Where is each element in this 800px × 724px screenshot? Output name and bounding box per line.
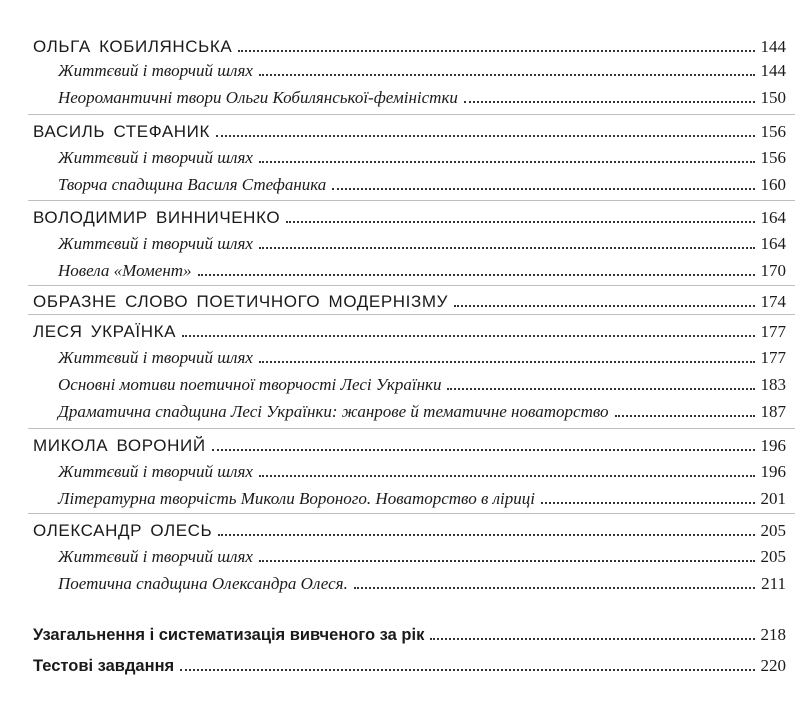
toc-page-number: 196 xyxy=(760,462,786,481)
toc-entry-title: Життєвий і творчий шлях xyxy=(58,547,253,566)
dot-leader xyxy=(447,388,754,390)
toc-page-number: 196 xyxy=(760,436,786,455)
toc-entry-title: Неоромантичні твори Ольги Кобилянської-феміністки xyxy=(58,88,458,107)
toc-subentry-row[interactable] xyxy=(0,84,800,108)
dot-leader xyxy=(464,101,755,103)
toc-page-number: 218 xyxy=(760,625,786,644)
toc-entry-title: ВОЛОДИМИР ВИННИЧЕНКО xyxy=(33,208,281,227)
toc-entry-title: Життєвий і творчий шлях xyxy=(58,61,253,80)
toc-subentry-row[interactable] xyxy=(0,371,800,395)
toc-subentry-row[interactable] xyxy=(0,230,800,254)
dot-leader xyxy=(541,502,755,504)
section-divider xyxy=(28,285,795,286)
dot-leader xyxy=(259,247,755,249)
toc-page-number: 183 xyxy=(760,375,786,394)
toc-entry-title: Основні мотиви поетичної творчості Лесі Українки xyxy=(58,375,442,394)
dot-leader xyxy=(259,560,755,562)
toc-page-number: 211 xyxy=(761,574,786,593)
dot-leader xyxy=(259,161,755,163)
section-divider xyxy=(28,513,795,514)
toc-subentry-row[interactable] xyxy=(0,543,800,567)
section-divider xyxy=(28,428,795,429)
toc-author-row[interactable] xyxy=(0,318,800,342)
toc-page-number: 220 xyxy=(760,656,786,675)
toc-page-number: 144 xyxy=(760,37,786,56)
toc-final-row[interactable] xyxy=(0,621,800,645)
toc-entry-title: Літературна творчість Миколи Вороного. Новаторство в ліриці xyxy=(58,489,535,508)
toc-entry-title: Життєвий і творчий шлях xyxy=(58,462,253,481)
dot-leader xyxy=(198,274,755,276)
toc-subentry-row[interactable] xyxy=(0,171,800,195)
toc-entry-title: МИКОЛА ВОРОНИЙ xyxy=(33,436,206,455)
dot-leader xyxy=(180,669,754,671)
dot-leader xyxy=(259,361,755,363)
toc-entry-title: ОБРАЗНЕ СЛОВО ПОЕТИЧНОГО МОДЕРНІЗМУ xyxy=(33,292,448,311)
toc-subentry-row[interactable] xyxy=(0,485,800,509)
toc-page-number: 187 xyxy=(760,402,786,421)
toc-page-number: 205 xyxy=(760,521,786,540)
toc-subentry-row[interactable] xyxy=(0,458,800,482)
toc-entry-title: ЛЕСЯ УКРАЇНКА xyxy=(33,322,177,341)
toc-subentry-row[interactable] xyxy=(0,570,800,594)
toc-subentry-row[interactable] xyxy=(0,398,800,422)
toc-entry-title: Тестові завдання xyxy=(33,657,175,675)
toc-subentry-row[interactable] xyxy=(0,344,800,368)
toc-entry-title: ВАСИЛЬ СТЕФАНИК xyxy=(33,122,210,141)
toc-subentry-row[interactable] xyxy=(0,144,800,168)
toc-entry-title: Життєвий і творчий шлях xyxy=(58,148,253,167)
toc-entry-title: ОЛЕКСАНДР ОЛЕСЬ xyxy=(33,521,213,540)
dot-leader xyxy=(218,534,754,536)
dot-leader xyxy=(216,135,755,137)
dot-leader xyxy=(212,449,755,451)
toc-page-number: 144 xyxy=(760,61,786,80)
toc-author-row[interactable] xyxy=(0,432,800,456)
toc-entry-title: ОЛЬГА КОБИЛЯНСЬКА xyxy=(33,37,233,56)
dot-leader xyxy=(615,415,755,417)
dot-leader xyxy=(354,587,755,589)
toc-entry-title: Життєвий і творчий шлях xyxy=(58,348,253,367)
toc-page-number: 160 xyxy=(760,175,786,194)
toc-page-number: 174 xyxy=(760,292,786,311)
dot-leader xyxy=(430,638,754,640)
toc-entry-title: Драматична спадщина Лесі Українки: жанрове й тематичне новаторство xyxy=(58,402,609,421)
toc-page-number: 177 xyxy=(760,348,786,367)
section-divider xyxy=(28,200,795,201)
section-divider xyxy=(28,114,795,115)
toc-page-number: 164 xyxy=(760,208,786,227)
dot-leader xyxy=(286,221,754,223)
toc-page-number: 156 xyxy=(760,122,786,141)
toc-page-number: 150 xyxy=(760,88,786,107)
dot-leader xyxy=(332,188,754,190)
toc-author-row[interactable] xyxy=(0,288,800,312)
toc-entry-title: Життєвий і творчий шлях xyxy=(58,234,253,253)
toc-entry-title: Узагальнення і систематизація вивченого за рік xyxy=(33,626,425,644)
toc-author-row[interactable] xyxy=(0,204,800,228)
toc-page-number: 205 xyxy=(760,547,786,566)
dot-leader xyxy=(182,335,754,337)
dot-leader xyxy=(454,305,755,307)
dot-leader xyxy=(259,475,755,477)
dot-leader xyxy=(238,50,754,52)
section-divider xyxy=(28,314,795,315)
toc-entry-title: Творча спадщина Василя Стефаника xyxy=(58,175,327,194)
toc-entry-title: Новела «Момент» xyxy=(58,261,192,280)
toc-entry-title: Поетична спадщина Олександра Олеся. xyxy=(58,574,348,593)
toc-page-number: 156 xyxy=(760,148,786,167)
toc-page-number: 170 xyxy=(760,261,786,280)
toc-page-number: 201 xyxy=(760,489,786,508)
toc-page-number: 164 xyxy=(760,234,786,253)
toc-author-row[interactable] xyxy=(0,118,800,142)
toc-author-row[interactable] xyxy=(0,517,800,541)
toc-subentry-row[interactable] xyxy=(0,257,800,281)
toc-page-number: 177 xyxy=(760,322,786,341)
dot-leader xyxy=(259,74,755,76)
toc-subentry-row[interactable] xyxy=(0,57,800,81)
toc-author-row[interactable] xyxy=(0,33,800,57)
toc-final-row[interactable] xyxy=(0,652,800,676)
